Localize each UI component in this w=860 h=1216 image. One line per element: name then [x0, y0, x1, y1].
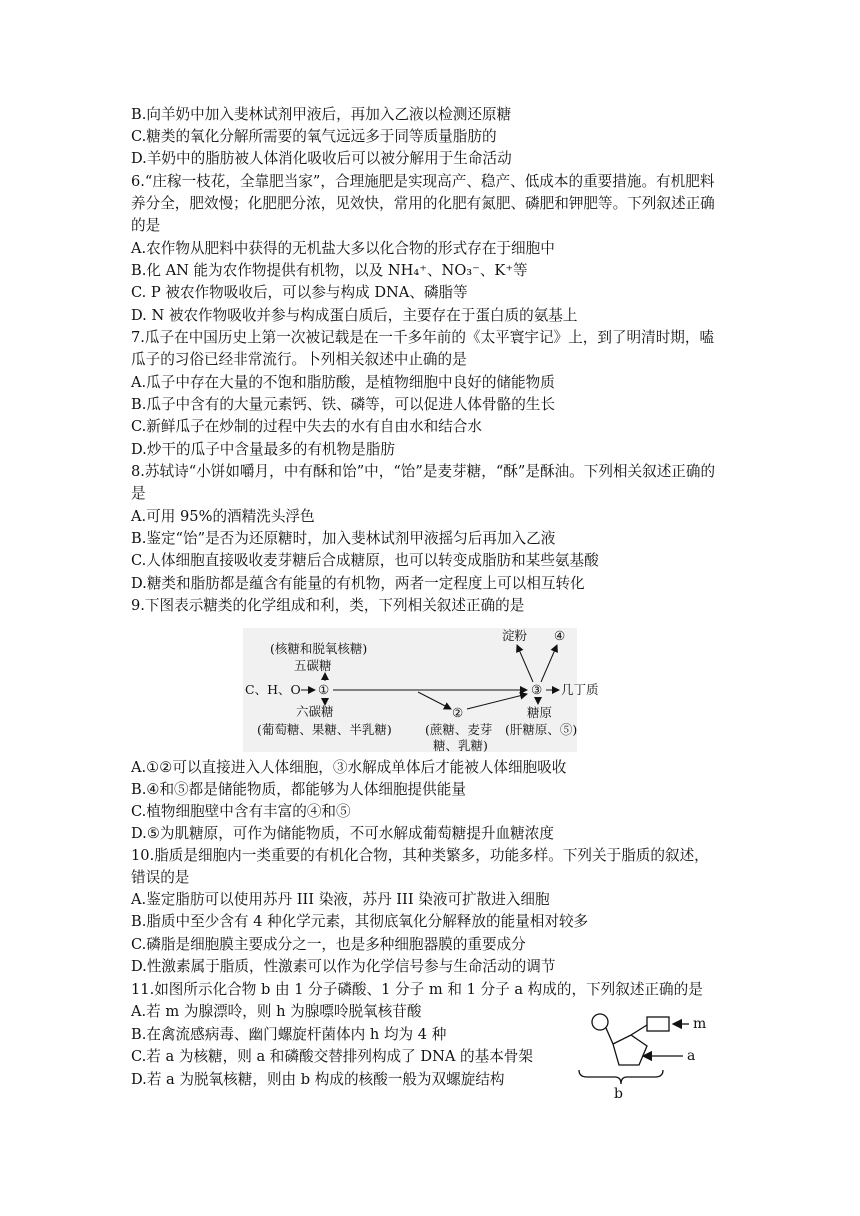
glycogen-examples-label: (肝糖原、⑤): [505, 722, 578, 737]
phosphate-circle: [592, 1014, 608, 1030]
a-label: a: [687, 1048, 696, 1064]
text-line: B.化 AN 能为农作物提供有机物，以及 NH₄⁺、NO₃⁻、K⁺等: [131, 262, 528, 279]
text-line: B.鉴定“饴”是否为还原糖时，加入斐林试剂甲液摇匀后再加入乙液: [131, 530, 556, 547]
text-line: A.可用 95%的酒精洗头浮色: [131, 508, 315, 525]
text-line: C.人体细胞直接吸收麦芽糖后合成糖原，也可以转变成脂肪和某些氨基酸: [131, 552, 599, 569]
text-line: 是: [131, 485, 146, 502]
text-line: 的是: [131, 217, 161, 234]
text-line: D.糖类和脂肪都是蕴含有能量的有机物，两者一定程度上可以相互转化: [131, 575, 585, 592]
text-line: 7.瓜子在中国历史上第一次被记载是在一千多年前的《太平寰宇记》上，到了明清时期，嗑: [131, 329, 715, 346]
hexose-examples-label: (葡萄糖、果糖、半乳糖): [257, 722, 392, 737]
text-line: C.新鲜瓜子在炒制的过程中失去的水有自由水和结合水: [131, 418, 482, 435]
pentose-examples-label: (核糖和脱氧核糖): [270, 641, 368, 656]
text-line: C. P 被农作物吸收后，可以参与构成 DNA、磷脂等: [131, 284, 468, 301]
glycogen-label: 糖原: [527, 705, 553, 720]
sugar-classification-diagram: [243, 628, 599, 753]
text-line: D.⑤为肌糖原，可作为储能物质，不可水解成葡萄糖提升血糖浓度: [131, 825, 554, 842]
text-line: B.向羊奶中加入斐林试剂甲液后，再加入乙液以检测还原糖: [131, 106, 512, 123]
node-4: ④: [554, 628, 566, 643]
text-line: C.若 a 为核糖，则 a 和磷酸交替排列构成了 DNA 的基本骨架: [131, 1048, 533, 1065]
text-line: A.若 m 为腺漂呤，则 h 为腺嘌呤脱氧核苷酸: [131, 1003, 422, 1020]
text-line: D.若 a 为脱氧核糖，则由 b 构成的核酸一般为双螺旋结构: [131, 1071, 505, 1088]
text-line: C.磷脂是细胞膜主要成分之一，也是多种细胞器膜的重要成分: [131, 936, 526, 953]
node-1: ①: [318, 682, 330, 697]
text-line: B.脂质中至少含有 4 种化学元素，其彻底氧化分解释放的能量相对较多: [131, 913, 589, 930]
text-line: A.①②可以直接进入人体细胞，③水解成单体后才能被人体细胞吸收: [131, 759, 567, 776]
text-line: 错误的是: [131, 869, 190, 886]
text-line: 8.苏轼诗“小饼如嚼月，中有酥和饴”中，“饴”是麦芽糖，“酥”是酥油。下列相关叙述正确的: [131, 463, 716, 480]
text-line: 10.脂质是细胞内一类重要的有机化合物，其种类繁多，功能多样。下列关于脂质的叙述，: [131, 847, 709, 864]
text-line: B.瓜子中含有的大量元素钙、铁、磷等，可以促进人体骨骼的生长: [131, 396, 555, 413]
node-2: ②: [452, 705, 464, 720]
text-line: 养分全，肥效慢；化肥肥分浓，见效快，常用的化肥有氮肥、磷肥和钾肥等。下列叙述正确: [131, 195, 715, 212]
starch-label: 淀粉: [502, 628, 528, 643]
text-line: D. N 被农作物吸收并参与构成蛋白质后，主要存在于蛋白质的氨基上: [131, 307, 578, 324]
text-line: B.在禽流感病毒、幽门螺旋杆菌体内 h 均为 4 种: [131, 1026, 447, 1043]
text-line: A.农作物从肥料中获得的无机盐大多以化合物的形式存在于细胞中: [131, 240, 555, 257]
node-3: ③: [531, 682, 543, 697]
text-line: B.④和⑤都是储能物质，都能够为人体细胞提供能量: [131, 781, 466, 798]
disaccharide-label-1: (蔗糖、麦芽: [425, 722, 493, 737]
m-label: m: [693, 1016, 707, 1032]
text-line: D.性激素属于脂质，性激素可以作为化学信号参与生命活动的调节: [131, 958, 556, 975]
text-line: 6.“庄稼一枝花，全靠肥当家”，合理施肥是实现高产、稳产、低成本的重要措施。有机肥料: [131, 173, 715, 190]
text-line: 瓜子的习俗已经非常流行。卜列相关叙述中止确的是: [131, 351, 467, 368]
elements-label: C、H、O: [245, 682, 301, 697]
text-line: A.瓜子中存在大量的不饱和脂肪酸，是植物细胞中良好的储能物质: [131, 374, 555, 391]
text-line: A.鉴定脂肪可以使用苏丹 III 染液，苏丹 III 染液可扩散进入细胞: [131, 891, 550, 908]
chitin-label: 几丁质: [561, 682, 599, 697]
text-line: C.植物细胞壁中含有丰富的④和⑤: [131, 803, 351, 820]
b-label: b: [614, 1086, 623, 1102]
text-line: C.糖类的氧化分解所需要的氧气远远多于同等质量脂肪的: [131, 128, 497, 145]
disaccharide-label-2: 糖、乳糖): [433, 738, 488, 753]
pentose-ring: [613, 1035, 647, 1065]
b-brace: [579, 1070, 663, 1084]
base-rect: [647, 1017, 669, 1031]
text-line: D.羊奶中的脂肪被人体消化吸收后可以被分解用于生命活动: [131, 150, 512, 167]
text-line: D.炒干的瓜子中含量最多的有机物是脂肪: [131, 441, 395, 458]
text-line: 11.如图所示化合物 b 由 1 分子磷酸、1 分子 m 和 1 分子 a 构成的，下列叙述正确的是: [131, 981, 703, 998]
pentose-label: 五碳糖: [294, 658, 332, 673]
nucleotide-structure-diagram: [571, 1010, 721, 1100]
hexose-label: 六碳糖: [296, 704, 334, 719]
text-line: 9.下图表示糖类的化学组成和利，类，下列相关叙述正确的是: [131, 597, 525, 614]
